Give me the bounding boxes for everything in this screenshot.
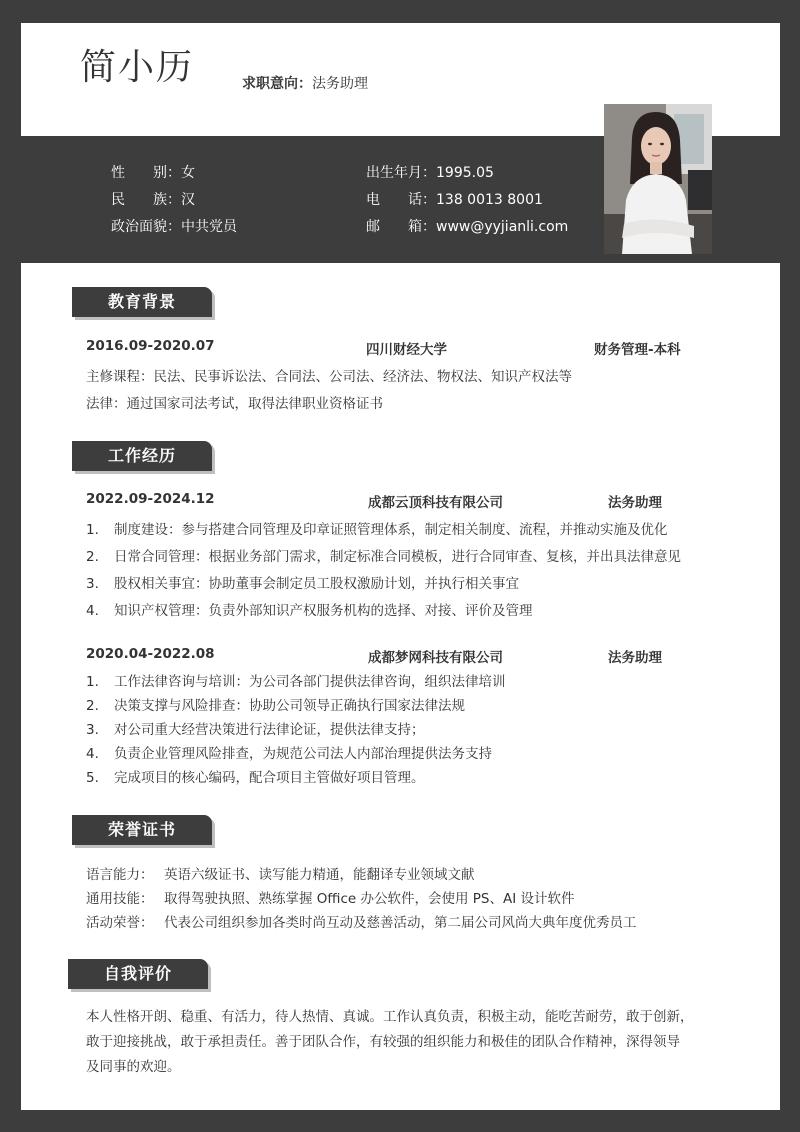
section-title-label: 自我评价 — [68, 959, 208, 989]
section-title-label: 教育背景 — [72, 287, 212, 317]
info-birth-label: 出生年月： — [366, 165, 436, 181]
work-1-item — [86, 545, 681, 565]
item-text: 股权相关事宜：协助董事会制定员工股权激励计划，并执行相关事宜 — [114, 576, 519, 592]
item-text: 制度建设：参与搭建合同管理及印章证照管理体系，制定相关制度、流程，并推动实施及优化 — [114, 522, 668, 538]
job-intent-value: 法务助理 — [312, 76, 368, 92]
section-title-honors — [72, 815, 212, 845]
item-number: 1. — [86, 522, 99, 538]
work-1-item — [86, 599, 533, 619]
info-phone — [366, 189, 543, 209]
edu-law: 法律：通过国家司法考试，取得法律职业资格证书 — [86, 396, 383, 412]
work-1-company: 成都云顶科技有限公司 — [368, 495, 503, 511]
honor-text: 取得驾驶执照、熟练掌握 Office 办公软件，会使用 PS、AI 设计软件 — [164, 891, 575, 907]
work-2-item — [86, 670, 506, 690]
item-number: 2. — [86, 549, 99, 565]
job-intent — [242, 73, 368, 93]
item-text: 负责企业管理风险排查，为规范公司法人内部治理提供法务支持 — [114, 746, 492, 762]
work-1-item — [86, 518, 668, 538]
edu-courses: 主修课程：民法、民事诉讼法、合同法、公司法、经济法、物权法、知识产权法等 — [86, 369, 572, 385]
work-2-item — [86, 718, 425, 738]
item-text: 对公司重大经营决策进行法律论证，提供法律支持； — [114, 722, 425, 738]
section-title-label: 工作经历 — [72, 441, 212, 471]
job-intent-label: 求职意向： — [242, 76, 312, 92]
info-gender-value: 女 — [181, 165, 195, 181]
honor-item — [86, 863, 475, 883]
work-2-item — [86, 766, 425, 786]
info-ethnicity-label: 民 族： — [111, 192, 181, 208]
work-2-period: 2020.04-2022.08 — [86, 646, 215, 662]
info-ethnicity — [111, 189, 195, 209]
item-text: 工作法律咨询与培训：为公司各部门提供法律咨询，组织法律培训 — [114, 674, 506, 690]
info-birth-value: 1995.05 — [436, 165, 494, 181]
section-title-label: 荣誉证书 — [72, 815, 212, 845]
info-phone-label: 电 话： — [366, 192, 436, 208]
info-gender-label: 性 别： — [111, 165, 181, 181]
edu-period: 2016.09-2020.07 — [86, 338, 215, 354]
item-number: 5. — [86, 770, 99, 786]
work-2-item — [86, 694, 465, 714]
edu-school: 四川财经大学 — [366, 342, 447, 358]
work-1-role: 法务助理 — [608, 495, 662, 511]
section-title-self — [68, 959, 208, 989]
edu-major: 财务管理-本科 — [594, 342, 681, 358]
section-title-work — [72, 441, 212, 471]
item-number: 3. — [86, 722, 99, 738]
portrait-illustration — [604, 104, 712, 254]
honor-label: 语言能力： — [86, 867, 154, 883]
section-title-education — [72, 287, 212, 317]
item-number: 1. — [86, 674, 99, 690]
info-politics-label: 政治面貌： — [111, 219, 181, 235]
item-text: 决策支撑与风险排查：协助公司领导正确执行国家法律法规 — [114, 698, 465, 714]
item-text: 完成项目的核心编码，配合项目主管做好项目管理。 — [114, 770, 425, 786]
honor-item — [86, 911, 637, 931]
honor-label: 活动荣誉： — [86, 915, 154, 931]
honor-text: 代表公司组织参加各类时尚互动及慈善活动，第二届公司风尚大典年度优秀员工 — [164, 915, 637, 931]
work-1-period: 2022.09-2024.12 — [86, 491, 215, 507]
info-politics — [111, 216, 237, 236]
info-ethnicity-value: 汉 — [181, 192, 195, 208]
candidate-name: 简小历 — [80, 47, 195, 88]
self-eval-line: 及同事的欢迎。 — [86, 1059, 181, 1075]
self-eval-line: 敢于迎接挑战，敢于承担责任。善于团队合作，有较强的组织能力和极佳的团队合作精神，深得领导 — [86, 1034, 680, 1050]
item-number: 2. — [86, 698, 99, 714]
work-2-role: 法务助理 — [608, 650, 662, 666]
info-politics-value: 中共党员 — [181, 219, 237, 235]
honor-label: 通用技能： — [86, 891, 154, 907]
info-email — [366, 216, 568, 236]
work-1-item — [86, 572, 519, 592]
self-eval-line: 本人性格开朗、稳重、有活力，待人热情、真诚。工作认真负责，积极主动，能吃苦耐劳，敢于创新， — [86, 1009, 694, 1025]
info-phone-value: 138 0013 8001 — [436, 192, 543, 208]
work-2-item — [86, 742, 492, 762]
honor-item — [86, 887, 575, 907]
item-text: 日常合同管理：根据业务部门需求，制定标准合同模板，进行合同审查、复核，并出具法律意见 — [114, 549, 681, 565]
info-email-value: www@yyjianli.com — [436, 219, 569, 235]
info-birth — [366, 162, 494, 182]
work-2-company: 成都梦网科技有限公司 — [368, 650, 503, 666]
item-number: 3. — [86, 576, 99, 592]
honor-text: 英语六级证书、读写能力精通，能翻译专业领域文献 — [164, 867, 475, 883]
item-number: 4. — [86, 746, 99, 762]
info-email-label: 邮 箱： — [366, 219, 436, 235]
info-gender — [111, 162, 195, 182]
item-number: 4. — [86, 603, 99, 619]
item-text: 知识产权管理：负责外部知识产权服务机构的选择、对接、评价及管理 — [114, 603, 533, 619]
profile-photo — [604, 104, 712, 254]
